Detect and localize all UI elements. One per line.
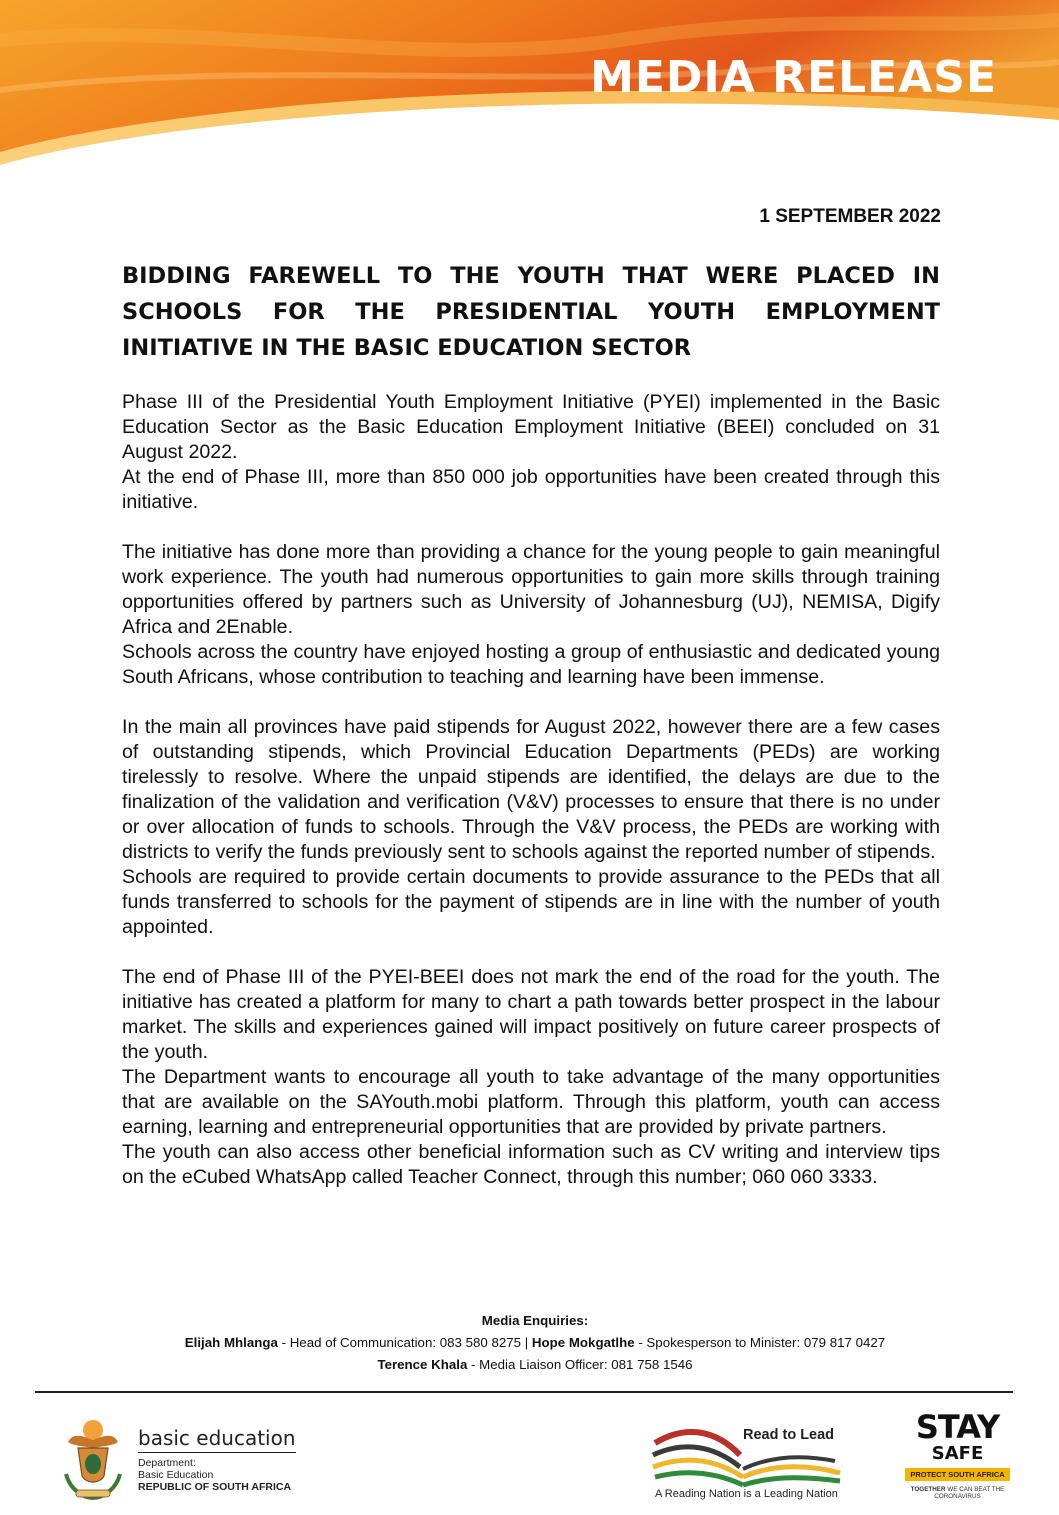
stay-safe-logo [895,1410,1020,1505]
paragraph: The Department wants to encourage all youth to take advantage of the many opportunities that are available on the SAYouth.mobi platform. Through this platform, youth can access earning, learning and entrepreneurial opportunities that are provided by private partners. [122,1066,940,1138]
dept-text [138,1426,296,1493]
dept-line: REPUBLIC OF SOUTH AFRICA [138,1481,292,1493]
read-to-lead-title: Read to Lead [743,1427,835,1443]
enquiries-line-2 [100,1354,970,1376]
together-tagline [895,1486,1020,1500]
contact-role: - Media Liaison Officer: 081 758 1546 [467,1357,693,1372]
contact-name: Elijah Mhlanga [184,1335,278,1350]
dept-name: basic education [138,1426,296,1453]
stay-text: STAY [915,1408,1000,1446]
together-bold: TOGETHER [910,1486,946,1493]
footer-divider [35,1391,1013,1393]
safe-text: SAFE [931,1443,984,1464]
protect-south-africa-badge: PROTECT SOUTH AFRICA [905,1468,1009,1481]
read-to-lead-tagline: A Reading Nation is a Leading Nation [655,1488,838,1500]
read-to-lead-logo [645,1415,850,1507]
article-body [122,390,940,1190]
enquiries-title: Media Enquiries: [481,1313,589,1328]
paragraph: The initiative has done more than providing a chance for the young people to gain meaningful work experience. The youth had numerous opportunities to gain more skills through training opportunities offered by partners such as University of Johannesburg (UJ), NEMISA, Digify Africa and 2Enable. [122,541,940,638]
contact-role: - Head of Communication: 083 580 8275 | [277,1335,532,1350]
enquiries-line-1 [100,1332,970,1354]
basic-education-logo [58,1412,318,1502]
together-rest: WE CAN BEAT THE CORONAVIRUS [934,1486,1005,1500]
headline: BIDDING FAREWELL TO THE YOUTH THAT WERE PLACED IN SCHOOLS FOR THE PRESIDENTIAL YOUTH EMPLOYMENT INITIATIVE IN THE BASIC EDUCATION SECTOR [122,263,940,361]
contact-role: - Spokesperson to Minister: 079 817 0427 [634,1335,886,1350]
dept-line: Department: [138,1457,196,1469]
paragraph: Schools are required to provide certain documents to provide assurance to the PEDs that all funds transferred to schools for the payment of stipends are in line with the number of youth appointed. [122,866,940,938]
media-enquiries [100,1310,970,1376]
paragraph: The end of Phase III of the PYEI-BEEI does not mark the end of the road for the youth. The initiative has created a platform for many to chart a path towards better prospect in the labour market. The skills and experiences gained will impact positively on future career prospects of the youth. [122,966,940,1063]
coat-of-arms-icon [58,1412,128,1502]
dept-subtitle [138,1457,296,1493]
dept-line: Basic Education [138,1469,214,1481]
paragraph: At the end of Phase III, more than 850 000 job opportunities have been created through this initiative. [122,466,940,513]
media-release-title: MEDIA RELEASE [590,52,997,103]
paragraph: The youth can also access other beneficial information such as CV writing and interview tips on the eCubed WhatsApp called Teacher Connect, through this number; 060 060 3333. [122,1141,940,1188]
paragraph: In the main all provinces have paid stipends for August 2022, however there are a few cases of outstanding stipends, which Provincial Education Departments (PEDs) are working tirelessly to resolve. Where the unpaid stipends are identified, the delays are due to the finalization of the validation and verification (V&V) processes to ensure that there is no under or over allocation of funds to schools. Through the V&V process, the PEDs are working with districts to verify the funds previously sent to schools against the reported number of stipends. [122,716,940,863]
paragraph: Phase III of the Presidential Youth Employment Initiative (PYEI) implemented in the Basic Education Sector as the Basic Education Employment Initiative (BEEI) concluded on 31 August 2022. [122,391,940,463]
release-date: 1 SEPTEMBER 2022 [759,206,941,227]
paragraph: Schools across the country have enjoyed hosting a group of enthusiastic and dedicated young South Africans, whose contribution to teaching and learning have been immense. [122,641,940,688]
contact-name: Terence Khala [377,1357,468,1372]
contact-name: Hope Mokgatlhe [531,1335,635,1350]
header-banner [0,0,1059,175]
